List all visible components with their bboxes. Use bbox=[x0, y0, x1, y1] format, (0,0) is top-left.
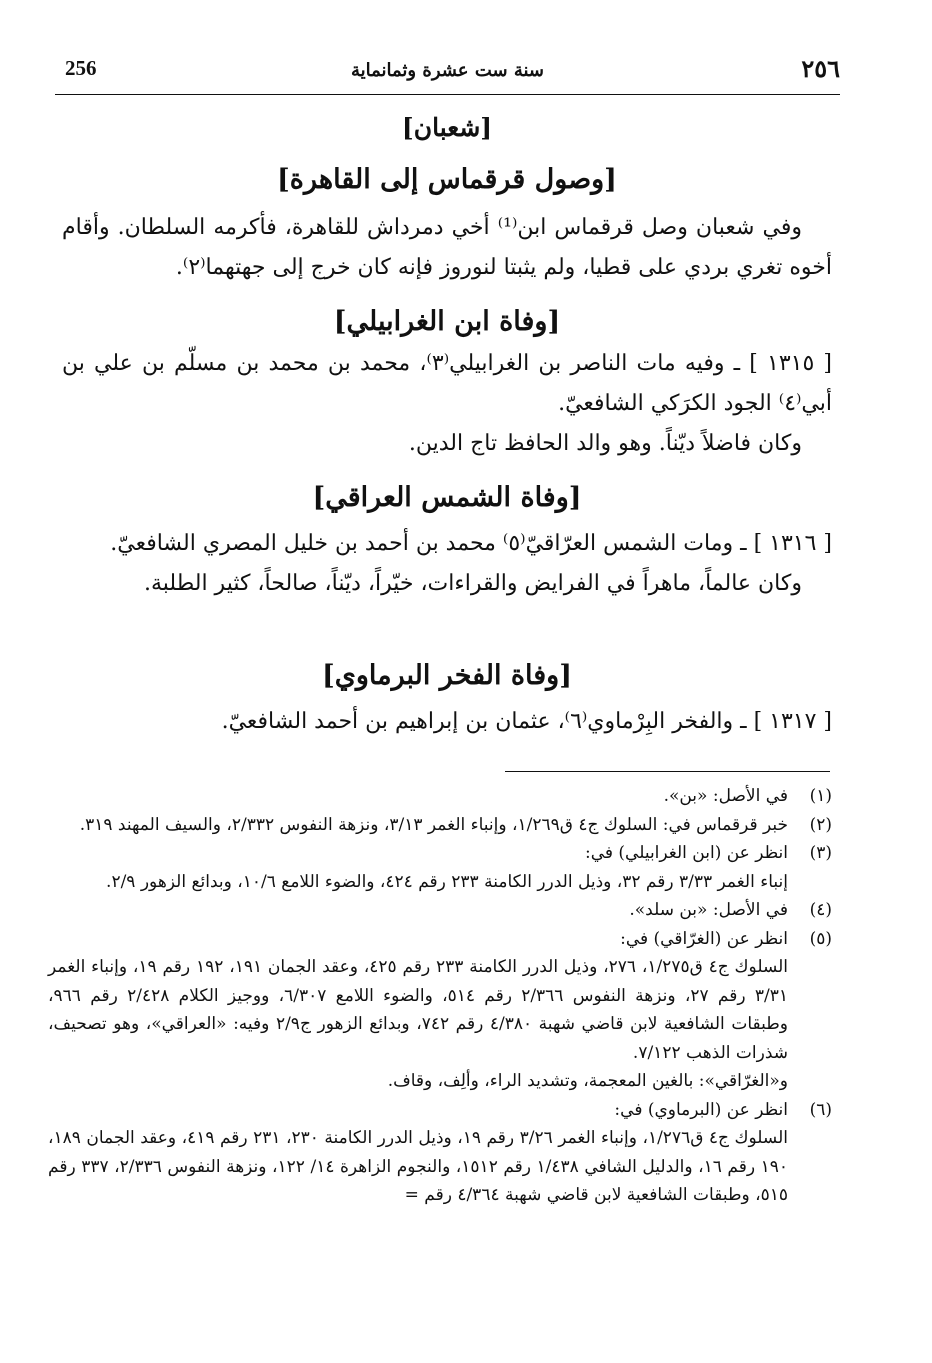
entry-number: [ ١٣١٥ ] bbox=[749, 351, 833, 376]
footnote-text: إنباء الغمر ٣/٣٣ رقم ٣٢، وذيل الدرر الكامنة ٢٣٣ رقم ٤٢٤، والضوء اللامع ١٠/٦، وبدائع الزهور ٢/٩. bbox=[106, 871, 788, 892]
running-title: سنة ست عشرة وثمانماية bbox=[350, 60, 545, 81]
paragraph: وفي شعبان وصل قرقماس ابن⁽¹⁾ أخي دمرداش للقاهرة، فأكرمه السلطان. وأقام أخوه تغري بردي على قطيا، ولم يثبتا لنوروز فإنه كان خرج إلى جهتهما⁽٢⁾. bbox=[62, 215, 832, 280]
running-head bbox=[55, 54, 840, 95]
footnote-4 bbox=[48, 896, 832, 925]
footnote-6 bbox=[48, 1096, 832, 1125]
footnote-3 bbox=[48, 839, 832, 868]
section-heading: [وفاة ابن الغرابيلي] bbox=[333, 306, 561, 337]
footnote-1 bbox=[48, 782, 832, 811]
section-body bbox=[62, 208, 832, 288]
footnote-number: (٢) bbox=[809, 814, 832, 835]
entry-text: ـ وفيه مات الناصر بن الغرابيلي⁽٣⁾، محمد بن محمد بن مسلّم بن علي بن أبي⁽٤⁾ الجود الكرَكي الشافعيّ. bbox=[62, 351, 832, 416]
paragraph: وكان عالماً، ماهراً في الفرايض والقراءات، خيّراً، ديّناً، صالحاً، كثير الطلبة. bbox=[143, 571, 802, 596]
section-heading: [وصول قرقماس إلى القاهرة] bbox=[277, 164, 617, 195]
section-heading: [وفاة الفخر البرماوي] bbox=[321, 660, 572, 691]
footnote-rule bbox=[505, 771, 830, 772]
footnote-text: انظر عن (البرماوي) في: bbox=[614, 1099, 788, 1120]
entry-body bbox=[62, 524, 832, 604]
footnote-text: انظر عن (ابن الغرابيلي) في: bbox=[584, 843, 788, 863]
footnote-number: (٤) bbox=[809, 900, 832, 920]
footnote-text: انظر عن (الغرّاقي) في: bbox=[620, 928, 788, 949]
entry-number: [ ١٣١٦ ] bbox=[753, 531, 832, 556]
entry-paragraph bbox=[62, 344, 832, 424]
entry-text: ـ ومات الشمس العرّاقيّ⁽٥⁾ محمد بن أحمد بن خليل المصري الشافعيّ. bbox=[110, 531, 747, 556]
footnotes bbox=[48, 782, 832, 1210]
entry-paragraph bbox=[62, 702, 832, 742]
footnote-text: خبر قرقماس في: السلوك ج٤ ق١/٢٦٩، وإنباء الغمر ٣/١٣، ونزهة النفوس ٢/٣٣٢، والسيف المهند ٣١٩. bbox=[79, 814, 788, 835]
entry-body bbox=[62, 344, 832, 464]
section-heading: [وفاة الشمس العراقي] bbox=[312, 482, 582, 513]
entry-text: ـ والفخر البِرْماوي⁽٦⁾، عثمان بن إبراهيم بن أحمد الشافعيّ. bbox=[221, 709, 747, 734]
entry-body bbox=[62, 702, 832, 742]
footnote-text: في الأصل: «بن سلد». bbox=[629, 900, 788, 920]
footnote-text: السلوك ج٤ ق١/٢٧٦، وإنباء الغمر ٣/٢٦ رقم ١٩، وذيل الدرر الكامنة ٢٣٠، ٢٣١ رقم ٤١٩، وعقد الجمان ١٨٩، ١٩٠ رقم ١٦، والدليل الشافي ١/٤٣٨ رقم ١٥١٢، والنجوم الزاهرة ١٤/ ١٢٢، ونزهة النفوس ٢/٣٣٦، ٣٣٧ رقم ٥١٥، وطبقات الشافعية لابن قاضي شهبة ٤/٣٦٤ رقم = bbox=[48, 1128, 788, 1205]
footnote-2 bbox=[48, 811, 832, 840]
footnote-5 bbox=[48, 925, 832, 954]
footnote-number: (٦) bbox=[809, 1099, 832, 1120]
paragraph: وكان فاضلاً ديّناً. وهو والد الحافظ تاج الدين. bbox=[408, 431, 802, 456]
footnote-number: (٥) bbox=[809, 928, 832, 949]
page-number-arabic: ٢٥٦ bbox=[801, 54, 840, 83]
footnote-text: في الأصل: «بن». bbox=[663, 786, 788, 806]
footnote-number: (٣) bbox=[809, 843, 832, 863]
footnote-number: (١) bbox=[809, 786, 832, 806]
footnote-text: و«الغرّاقي»: بالغين المعجمة، وتشديد الراء، وألِف، وقاف. bbox=[387, 1071, 788, 1091]
page-number-latin: 256 bbox=[65, 56, 97, 80]
entry-paragraph bbox=[62, 524, 832, 564]
footnote-text: السلوك ج٤ ق١/٢٧٥، ٢٧٦، وذيل الدرر الكامنة ٢٣٣ رقم ٤٢٥، وعقد الجمان ١٩١، ١٩٢ رقم ١٩، وإنباء الغمر ٣/٣١ رقم ٢٧، ونزهة النفوس ٢/٣٦٦ رقم ٥١٤، والضوء اللامع ٦/٣٠٧، ووجيز الكلام ٢/٤٢٨ رقم ٩٦٦، وطبقات الشافعية لابن قاضي شهبة ٤/٣٨٠ رقم ٧٤٢، وبدائع الزهور ج٢/٩ وفيه: «العراقي»، وهو تصحيف، شذرات الذهب ٧/١٢٢. bbox=[48, 957, 789, 1063]
month-heading: [شعبان] bbox=[401, 113, 493, 142]
entry-number: [ ١٣١٧ ] bbox=[753, 709, 832, 734]
